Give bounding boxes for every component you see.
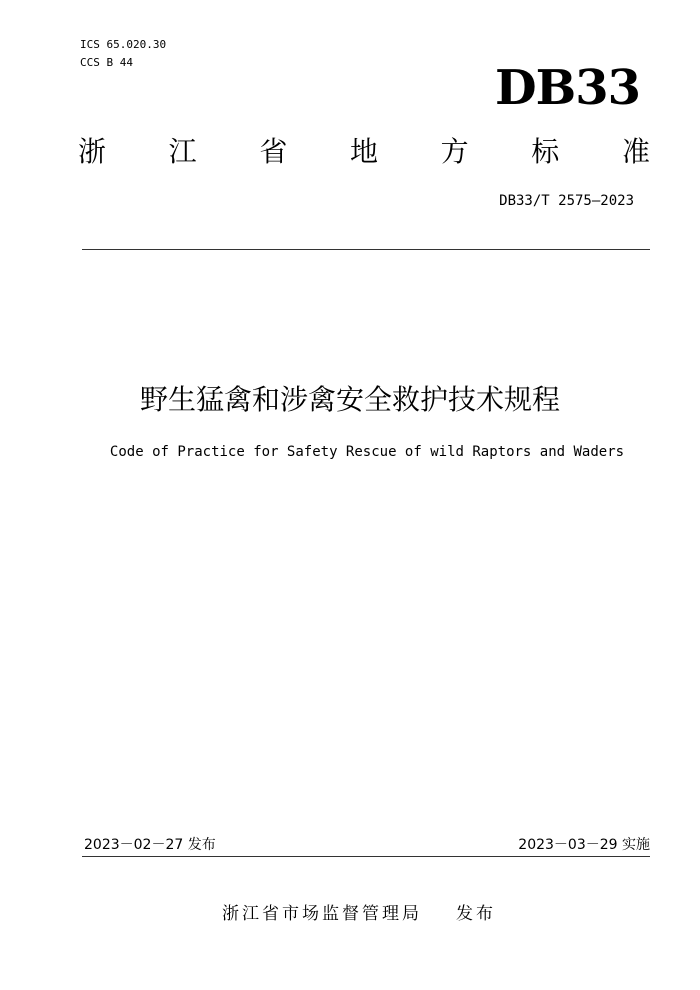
issuer-line (0, 902, 700, 926)
implement-date: 2023－03－29 实施 (518, 837, 650, 853)
issuer-name: 浙江省市场监督管理局 (222, 904, 422, 924)
classification-codes (80, 36, 166, 72)
ccs-code: CCS B 44 (80, 56, 133, 69)
document-title-chinese: 野生猛禽和涉禽安全救护技术规程 (139, 383, 560, 416)
standard-title-char: 地 (349, 135, 378, 168)
standard-title-char: 标 (531, 135, 560, 168)
standard-title-char: 浙 (78, 135, 107, 168)
issue-label: 发布 (456, 904, 496, 924)
db33-logo: DB33 (495, 60, 640, 116)
standard-number: DB33/T 2575—2023 (499, 193, 634, 209)
standard-title-char: 江 (168, 135, 197, 168)
header-divider (82, 249, 650, 250)
standard-type-title (78, 134, 650, 170)
standard-title-char: 准 (621, 135, 650, 168)
standard-title-char: 省 (259, 135, 288, 168)
standard-title-char: 方 (440, 135, 469, 168)
publish-date: 2023－02－27 发布 (84, 837, 216, 853)
ics-code: ICS 65.020.30 (80, 38, 167, 51)
document-title-english: Code of Practice for Safety Rescue of wild Raptors and Waders (109, 444, 625, 460)
footer-divider (82, 856, 650, 857)
